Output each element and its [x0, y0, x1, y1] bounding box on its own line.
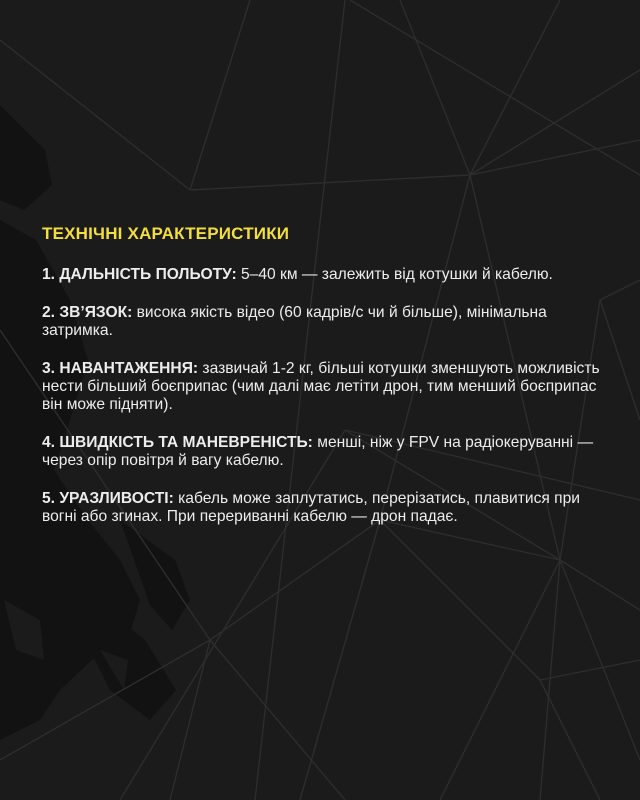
- spec-item-vulnerabilities: [42, 490, 612, 526]
- spec-text: кабель може заплутатись, перерізатись, плавитися при вогні або згинах. При перериванні кабелю — дрон падає.: [42, 490, 580, 525]
- section-title: ТЕХНІЧНІ ХАРАКТЕРИСТИКИ: [42, 224, 290, 243]
- spec-item-payload: [42, 360, 612, 414]
- spec-item-connection: [42, 304, 612, 340]
- spec-label: 3. НАВАНТАЖЕННЯ:: [42, 360, 199, 377]
- spec-item-speed: [42, 434, 612, 470]
- spec-text: зазвичай 1-2 кг, більші котушки зменшують можливість нести більший боєприпас (чим далі має летіти дрон, тим менший боєприпас він може підняти).: [42, 360, 600, 413]
- spec-label: 1. ДАЛЬНІСТЬ ПОЛЬОТУ:: [42, 266, 237, 283]
- spec-item-range: [42, 266, 612, 284]
- spec-text: менші, ніж у FPV на радіокеруванні — через опір повітря й вагу кабелю.: [42, 434, 594, 469]
- spec-text: висока якість відео (60 кадрів/с чи й більше), мінімальна затримка.: [42, 304, 547, 339]
- spec-label: 4. ШВИДКІСТЬ ТА МАНЕВРЕНІСТЬ:: [42, 434, 313, 451]
- spec-label: 2. ЗВ’ЯЗОК:: [42, 304, 133, 321]
- spec-label: 5. УРАЗЛИВОСТІ:: [42, 490, 174, 507]
- spec-text: 5–40 км — залежить від котушки й кабелю.: [236, 266, 553, 283]
- specs-content: [42, 222, 612, 546]
